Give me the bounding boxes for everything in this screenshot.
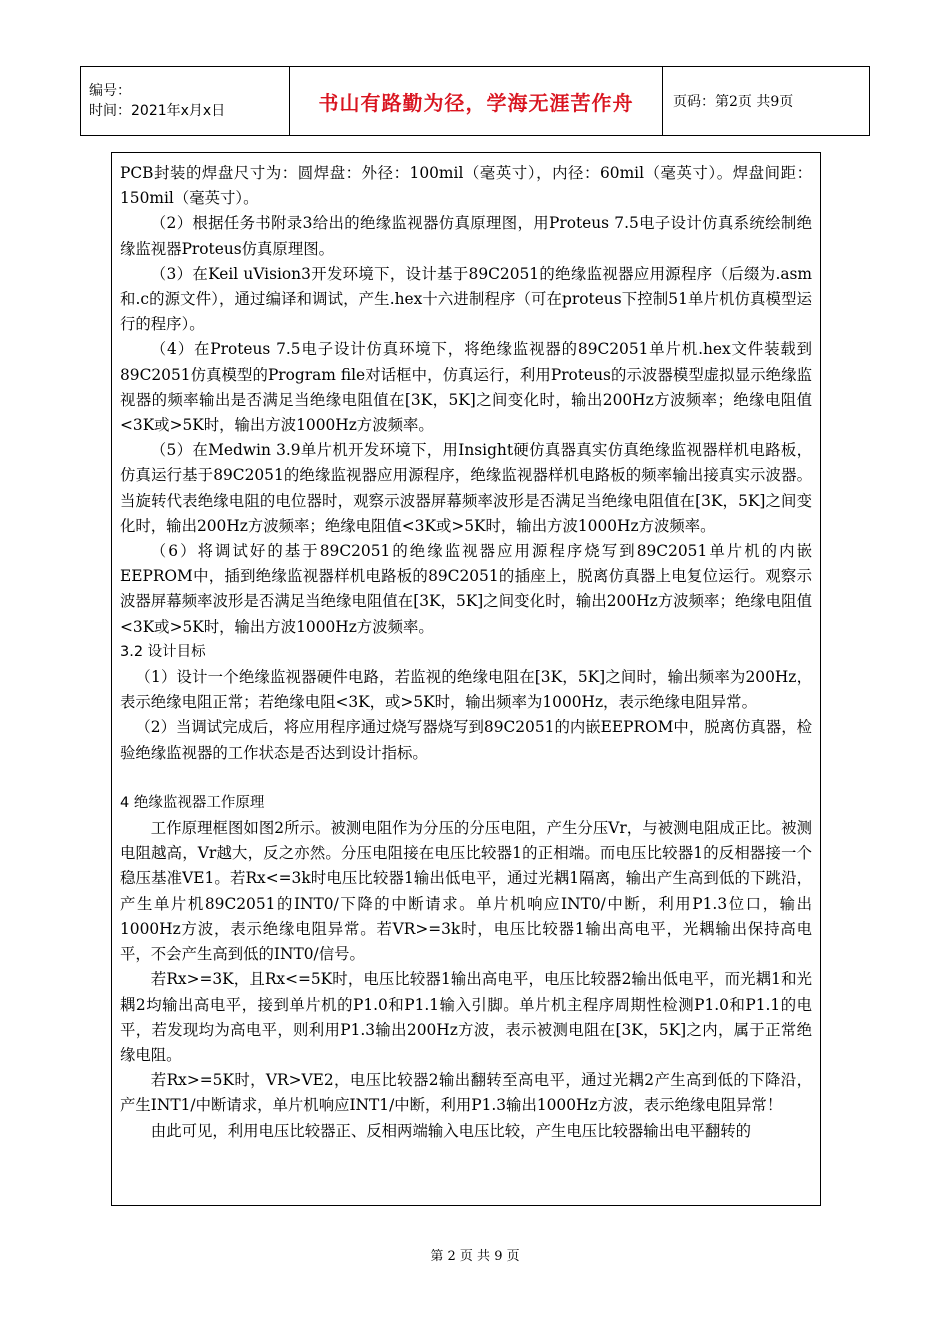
paragraph-pcb-pad: PCB封装的焊盘尺寸为：圆焊盘：外径：100mil（毫英寸），内径：60mil（毫英寸）。焊盘间距：150mil（毫英寸）。 bbox=[120, 164, 812, 208]
section-heading-4: 4 绝缘监视器工作原理 bbox=[120, 794, 265, 811]
header-motto: 书山有路勤为径，学海无涯苦作舟 bbox=[290, 67, 663, 136]
paragraph-step-5: （5）在Medwin 3.9单片机开发环境下，用Insight硬仿真器真实仿真绝缘监视器样机电路板，仿真运行基于89C2051的绝缘监视器应用源程序，绝缘监视器样机电路板的频率输出接真实示波器。当旋转代表绝缘电阻的电位器时，观察示波器屏幕频率波形是否满足当绝缘电阻值在[3K，5K]之间变化时，输出200Hz方波频率；绝缘电阻值<3K或>5K时，输出方波1000Hz方波频率。 bbox=[120, 441, 812, 535]
paragraph-principle-4: 由此可见，利用电压比较器正、反相两端输入电压比较，产生电压比较器输出电平翻转的 bbox=[150, 1121, 752, 1140]
paragraph-step-4: （4）在Proteus 7.5电子设计仿真环境下，将绝缘监视器的89C2051单片机.hex文件装载到89C2051仿真模型的Program file对话框中，仿真运行，利用Proteus的示波器模型虚拟显示绝缘监视器的频率输出是否满足当绝缘电阻值在[3K，5K]之间变化时，输出200Hz方波频率；绝缘电阻值<3K或>5K时，输出方波1000Hz方波频率。 bbox=[120, 340, 812, 435]
header-page-info: 页码：第2页 共9页 bbox=[663, 67, 870, 136]
date-label: 时间：2021年x月x日 bbox=[89, 103, 226, 119]
content-box bbox=[111, 152, 821, 1206]
document-header bbox=[80, 66, 870, 136]
page-footer: 第 2 页 共 9 页 bbox=[430, 1249, 520, 1264]
paragraph-principle-1: 工作原理框图如图2所示。被测电阻作为分压的分压电阻，产生分压Vr，与被测电阻成正比。被测电阻越高，Vr越大，反之亦然。分压电阻接在电压比较器1的正相端。而电压比较器1的反相器接一个稳压基准VE1。若Rx<=3k时电压比较器1输出低电平，通过光耦1隔离，输出产生高到低的下跳沿，产生单片机89C2051的INT0/下降的中断请求。单片机响应INT0/中断，利用P1.3位口，输出1000Hz方波，表示绝缘电阻异常。若VR>=3k时，电压比较器1输出高电平，光耦输出保持高电平，不会产生高到低的INT0/信号。 bbox=[120, 819, 812, 964]
paragraph-principle-3: 若Rx>=5K时，VR>VE2，电压比较器2输出翻转至高电平，通过光耦2产生高到低的下降沿，产生INT1/中断请求，单片机响应INT1/中断，利用P1.3输出1000Hz方波，表示绝缘电阻异常！ bbox=[120, 1071, 812, 1115]
paragraph-goal-2: （2）当调试完成后，将应用程序通过烧写器烧写到89C2051的内嵌EEPROM中，脱离仿真器，检验绝缘监视器的工作状态是否达到设计指标。 bbox=[120, 718, 812, 762]
paragraph-step-3: （3）在Keil uVision3开发环境下，设计基于89C2051的绝缘监视器应用源程序（后缀为.asm和.c的源文件），通过编译和调试，产生.hex十六进制程序（可在proteus下控制51单片机仿真模型运行的程序）。 bbox=[120, 264, 812, 334]
paragraph-step-2: （2）根据任务书附录3给出的绝缘监视器仿真原理图，用Proteus 7.5电子设计仿真系统绘制绝缘监视器Proteus仿真原理图。 bbox=[120, 214, 812, 258]
paragraph-principle-2: 若Rx>=3K，且Rx<=5K时，电压比较器1输出高电平，电压比较器2输出低电平，而光耦1和光耦2均输出高电平，接到单片机的P1.0和P1.1输入引脚。单片机主程序周期性检测P1.0和P1.1的电平，若发现均为高电平，则利用P1.3输出200Hz方波，表示被测电阻在[3K，5K]之内，属于正常绝缘电阻。 bbox=[120, 970, 812, 1064]
content-body bbox=[120, 161, 812, 1144]
paragraph-step-6: （6）将调试好的基于89C2051的绝缘监视器应用源程序烧写到89C2051单片机的内嵌EEPROM中，插到绝缘监视器样机电路板的89C2051的插座上，脱离仿真器上电复位运行。观察示波器屏幕频率波形是否满足当绝缘电阻值在[3K，5K]之间变化时，输出200Hz方波频率；绝缘电阻值<3K或>5K时，输出方波1000Hz方波频率。 bbox=[120, 542, 812, 636]
header-meta bbox=[81, 67, 290, 136]
section-heading-3-2: 3.2 设计目标 bbox=[120, 643, 206, 660]
number-label: 编号： bbox=[89, 83, 131, 99]
paragraph-goal-1: （1）设计一个绝缘监视器硬件电路，若监视的绝缘电阻在[3K，5K]之间时，输出频率为200Hz，表示绝缘电阻正常；若绝缘电阻<3K，或>5K时，输出频率为1000Hz，表示绝缘电阻异常。 bbox=[120, 668, 812, 712]
